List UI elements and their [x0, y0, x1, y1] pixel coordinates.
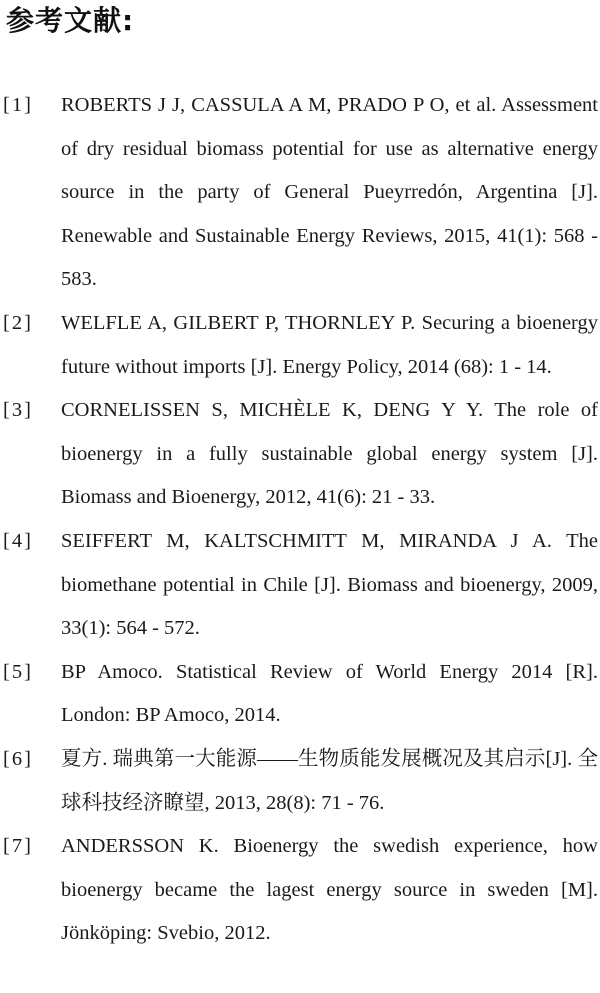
reference-number: [7] [3, 835, 33, 858]
reference-text: ANDERSSON K. Bioenergy the swedish experience, how bioenergy became the lagest energy source in sweden [M]. Jönköping: Svebio, 2012. [61, 835, 598, 945]
reference-number: [5] [3, 660, 33, 683]
reference-item [0, 825, 600, 956]
reference-text: BP Amoco. Statistical Review of World Energy 2014 [R]. London: BP Amoco, 2014. [61, 660, 598, 727]
reference-number: [3] [3, 399, 33, 422]
reference-item [0, 651, 600, 738]
reference-text: ROBERTS J J, CASSULA A M, PRADO P O, et al. Assessment of dry residual biomass potential for use as alternative energy source in the party of General Pueyrredón, Argentina [J]. Renewable and Sustainable Energy Reviews, 2015, 41(1): 568 - 583. [61, 94, 598, 291]
reference-number: [1] [3, 94, 33, 116]
reference-number: [6] [3, 747, 33, 770]
reference-text: WELFLE A, GILBERT P, THORNLEY P. Securing a bioenergy future without imports [J]. Energy Policy, 2014 (68): 1 - 14. [61, 311, 598, 378]
reference-text: CORNELISSEN S, MICHÈLE K, DENG Y Y. The role of bioenergy in a fully sustainable global energy system [J]. Biomass and Bioenergy, 2012, 41(6): 21 - 33. [61, 399, 598, 509]
reference-number: [2] [3, 311, 33, 334]
reference-text: SEIFFERT M, KALTSCHMITT M, MIRANDA J A. The biomethane potential in Chile [J]. Biomass and bioenergy, 2009, 33(1): 564 - 572. [61, 529, 598, 640]
reference-item [0, 302, 600, 389]
reference-number: [4] [3, 529, 33, 552]
reference-text: 夏方. 瑞典第一大能源——生物质能发展概况及其启示[J]. 全球科技经济瞭望, 2013, 28(8): 71 - 76. [61, 747, 598, 814]
reference-item [0, 738, 600, 825]
reference-item [0, 84, 600, 302]
references-heading: 参考文献: [6, 4, 135, 37]
reference-item [0, 389, 600, 520]
reference-item [0, 520, 600, 651]
reference-list [0, 84, 600, 956]
